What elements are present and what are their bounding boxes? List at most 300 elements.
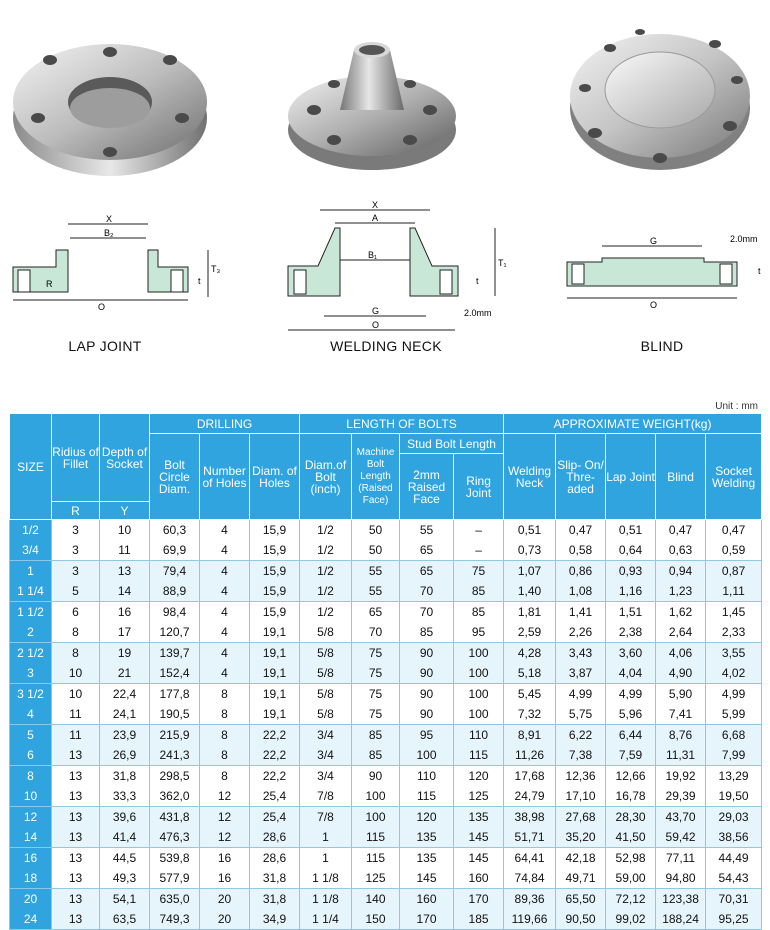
cell-w-lap-joint: 41,50	[606, 827, 656, 848]
cell-w-welding-neck: 24,79	[504, 786, 556, 807]
cell-r: 13	[52, 827, 100, 848]
cell-diam-holes: 19,1	[250, 663, 300, 684]
cell-w-blind: 59,42	[656, 827, 706, 848]
cell-r: 3	[52, 520, 100, 541]
blind-gap-label: 2.0mm	[730, 234, 758, 244]
cell-machine-bolt: 85	[352, 745, 400, 766]
cell-machine-bolt: 55	[352, 561, 400, 582]
cell-w-slip-on: 27,68	[556, 807, 606, 828]
cell-w-blind: 4,90	[656, 663, 706, 684]
cell-w-slip-on: 4,99	[556, 684, 606, 705]
cell-ring-joint: 95	[454, 622, 504, 643]
blind-g-label: G	[650, 236, 658, 246]
lap-t-label: t	[198, 276, 201, 286]
cell-bolt-circle: 60,3	[150, 520, 200, 541]
cell-raised-face: 115	[400, 786, 454, 807]
cell-w-slip-on: 1,41	[556, 602, 606, 623]
cell-w-slip-on: 90,50	[556, 909, 606, 930]
cell-w-blind: 8,76	[656, 725, 706, 746]
cell-raised-face: 65	[400, 540, 454, 561]
cell-w-welding-neck: 89,36	[504, 889, 556, 910]
blind-diagram	[562, 232, 767, 312]
cell-ring-joint: 120	[454, 766, 504, 787]
cell-w-socket-welding: 3,55	[706, 643, 762, 664]
cell-machine-bolt: 125	[352, 868, 400, 889]
cell-w-blind: 0,47	[656, 520, 706, 541]
table-body	[10, 520, 762, 930]
cell-w-socket-welding: 38,56	[706, 827, 762, 848]
cell-diam-holes: 19,1	[250, 622, 300, 643]
cell-r: 13	[52, 889, 100, 910]
cell-y: 63,5	[100, 909, 150, 930]
cell-num-holes: 4	[200, 581, 250, 602]
header-diam-holes: Diam. of Holes	[250, 434, 300, 520]
cell-diam-holes: 34,9	[250, 909, 300, 930]
header-machine-bolt: Machine Bolt Length (Raised Face)	[352, 434, 400, 520]
cell-raised-face: 120	[400, 807, 454, 828]
cell-diam-bolt: 7/8	[300, 807, 352, 828]
header-y: Y	[100, 502, 150, 520]
cell-r: 10	[52, 663, 100, 684]
cell-w-socket-welding: 5,99	[706, 704, 762, 725]
cell-size: 18	[10, 868, 52, 889]
cell-raised-face: 90	[400, 684, 454, 705]
cell-num-holes: 4	[200, 540, 250, 561]
cell-ring-joint: 115	[454, 745, 504, 766]
table-row	[10, 622, 762, 643]
cell-size: 4	[10, 704, 52, 725]
header-size: SIZE	[10, 414, 52, 520]
cell-ring-joint: 100	[454, 663, 504, 684]
cell-w-welding-neck: 7,32	[504, 704, 556, 725]
cell-w-blind: 188,24	[656, 909, 706, 930]
cell-bolt-circle: 431,8	[150, 807, 200, 828]
lap-t3-label: T₃	[211, 264, 221, 274]
cell-diam-bolt: 5/8	[300, 663, 352, 684]
cell-ring-joint: 145	[454, 848, 504, 869]
cell-machine-bolt: 150	[352, 909, 400, 930]
cell-num-holes: 12	[200, 786, 250, 807]
cell-diam-bolt: 1/2	[300, 540, 352, 561]
table-row	[10, 602, 762, 623]
cell-bolt-circle: 79,4	[150, 561, 200, 582]
cell-w-welding-neck: 5,45	[504, 684, 556, 705]
cell-w-lap-joint: 0,93	[606, 561, 656, 582]
cell-w-blind: 11,31	[656, 745, 706, 766]
header-r: R	[52, 502, 100, 520]
cell-size: 6	[10, 745, 52, 766]
table-row	[10, 786, 762, 807]
cell-diam-bolt: 5/8	[300, 643, 352, 664]
cell-num-holes: 8	[200, 725, 250, 746]
cell-diam-bolt: 7/8	[300, 786, 352, 807]
cell-w-lap-joint: 28,30	[606, 807, 656, 828]
cell-num-holes: 4	[200, 643, 250, 664]
cell-diam-bolt: 1 1/8	[300, 868, 352, 889]
cell-size: 2 1/2	[10, 643, 52, 664]
cell-machine-bolt: 50	[352, 520, 400, 541]
cell-r: 13	[52, 745, 100, 766]
cell-r: 13	[52, 848, 100, 869]
cell-diam-holes: 19,1	[250, 684, 300, 705]
cell-w-slip-on: 35,20	[556, 827, 606, 848]
flange-table	[9, 413, 761, 930]
cell-w-socket-welding: 1,45	[706, 602, 762, 623]
table-row	[10, 827, 762, 848]
table-row	[10, 561, 762, 582]
cell-raised-face: 95	[400, 725, 454, 746]
cell-raised-face: 65	[400, 561, 454, 582]
cell-num-holes: 16	[200, 848, 250, 869]
cell-ring-joint: 160	[454, 868, 504, 889]
cell-bolt-circle: 749,3	[150, 909, 200, 930]
cell-ring-joint: 85	[454, 581, 504, 602]
cell-size: 8	[10, 766, 52, 787]
cell-raised-face: 160	[400, 889, 454, 910]
wn-x-label: X	[372, 200, 379, 210]
cell-ring-joint: –	[454, 540, 504, 561]
cell-w-lap-joint: 6,44	[606, 725, 656, 746]
cell-w-blind: 123,38	[656, 889, 706, 910]
cell-raised-face: 145	[400, 868, 454, 889]
header-blind: Blind	[656, 434, 706, 520]
wn-t-label: t	[476, 276, 479, 286]
header-radius-fillet: Ridius of Fillet	[52, 414, 100, 502]
cell-machine-bolt: 75	[352, 684, 400, 705]
cell-w-welding-neck: 51,71	[504, 827, 556, 848]
wn-a-label: A	[372, 213, 379, 223]
cell-num-holes: 8	[200, 745, 250, 766]
cell-y: 13	[100, 561, 150, 582]
cell-size: 1/2	[10, 520, 52, 541]
cell-ring-joint: 85	[454, 602, 504, 623]
cell-raised-face: 170	[400, 909, 454, 930]
cell-machine-bolt: 140	[352, 889, 400, 910]
cell-size: 12	[10, 807, 52, 828]
cell-r: 8	[52, 643, 100, 664]
header-stud-bolt: Stud Bolt Length	[400, 434, 504, 454]
cell-r: 3	[52, 561, 100, 582]
cell-num-holes: 16	[200, 868, 250, 889]
cell-ring-joint: 100	[454, 684, 504, 705]
table-row	[10, 663, 762, 684]
lap-b2-label: B₂	[104, 228, 114, 238]
cell-r: 3	[52, 540, 100, 561]
cell-w-blind: 4,06	[656, 643, 706, 664]
cell-raised-face: 70	[400, 581, 454, 602]
cell-machine-bolt: 50	[352, 540, 400, 561]
cell-w-socket-welding: 0,47	[706, 520, 762, 541]
cell-machine-bolt: 115	[352, 848, 400, 869]
cell-num-holes: 4	[200, 622, 250, 643]
cell-w-slip-on: 3,43	[556, 643, 606, 664]
table-row	[10, 684, 762, 705]
cell-num-holes: 20	[200, 909, 250, 930]
cell-w-welding-neck: 0,51	[504, 520, 556, 541]
cell-size: 2	[10, 622, 52, 643]
cell-bolt-circle: 120,7	[150, 622, 200, 643]
cell-bolt-circle: 177,8	[150, 684, 200, 705]
cell-bolt-circle: 476,3	[150, 827, 200, 848]
cell-y: 24,1	[100, 704, 150, 725]
cell-diam-bolt: 3/4	[300, 766, 352, 787]
header-drilling: DRILLING	[150, 414, 300, 434]
cell-w-slip-on: 5,75	[556, 704, 606, 725]
cell-bolt-circle: 69,9	[150, 540, 200, 561]
lap-x-label: X	[106, 214, 113, 224]
cell-w-welding-neck: 17,68	[504, 766, 556, 787]
cell-raised-face: 90	[400, 704, 454, 725]
cell-num-holes: 8	[200, 684, 250, 705]
cell-w-socket-welding: 6,68	[706, 725, 762, 746]
cell-machine-bolt: 75	[352, 704, 400, 725]
cell-y: 26,9	[100, 745, 150, 766]
cell-w-slip-on: 3,87	[556, 663, 606, 684]
cell-diam-holes: 15,9	[250, 602, 300, 623]
cell-w-lap-joint: 59,00	[606, 868, 656, 889]
cell-ring-joint: –	[454, 520, 504, 541]
cell-diam-bolt: 5/8	[300, 684, 352, 705]
cell-bolt-circle: 241,3	[150, 745, 200, 766]
header-approx-weight: APPROXIMATE WEIGHT(kg)	[504, 414, 762, 434]
cell-y: 54,1	[100, 889, 150, 910]
cell-w-welding-neck: 8,91	[504, 725, 556, 746]
cell-w-lap-joint: 72,12	[606, 889, 656, 910]
cell-w-lap-joint: 3,60	[606, 643, 656, 664]
cell-w-slip-on: 7,38	[556, 745, 606, 766]
lap-joint-flange-image	[10, 18, 210, 183]
cell-w-socket-welding: 0,87	[706, 561, 762, 582]
cell-w-slip-on: 17,10	[556, 786, 606, 807]
cell-w-lap-joint: 12,66	[606, 766, 656, 787]
cell-r: 5	[52, 581, 100, 602]
cell-diam-bolt: 1 1/4	[300, 909, 352, 930]
cell-raised-face: 100	[400, 745, 454, 766]
cell-w-socket-welding: 54,43	[706, 868, 762, 889]
cell-raised-face: 70	[400, 602, 454, 623]
blind-o-label: O	[650, 300, 658, 310]
cell-ring-joint: 110	[454, 725, 504, 746]
unit-label: Unit : mm	[715, 401, 758, 412]
cell-machine-bolt: 65	[352, 602, 400, 623]
welding-neck-flange-image	[282, 12, 462, 177]
cell-num-holes: 12	[200, 827, 250, 848]
cell-w-welding-neck: 1,40	[504, 581, 556, 602]
cell-w-lap-joint: 0,51	[606, 520, 656, 541]
cell-diam-holes: 15,9	[250, 540, 300, 561]
cell-w-socket-welding: 7,99	[706, 745, 762, 766]
cell-size: 3	[10, 663, 52, 684]
cell-w-welding-neck: 1,07	[504, 561, 556, 582]
cell-w-blind: 1,23	[656, 581, 706, 602]
cell-ring-joint: 135	[454, 807, 504, 828]
table-row	[10, 848, 762, 869]
lap-o-label: O	[98, 302, 106, 312]
cell-y: 11	[100, 540, 150, 561]
cell-w-slip-on: 49,71	[556, 868, 606, 889]
cell-w-socket-welding: 1,11	[706, 581, 762, 602]
cell-machine-bolt: 55	[352, 581, 400, 602]
cell-diam-bolt: 3/4	[300, 725, 352, 746]
cell-w-welding-neck: 64,41	[504, 848, 556, 869]
cell-num-holes: 20	[200, 889, 250, 910]
header-depth-socket: Depth of Socket	[100, 414, 150, 502]
cell-ring-joint: 100	[454, 704, 504, 725]
cell-r: 11	[52, 704, 100, 725]
cell-y: 17	[100, 622, 150, 643]
cell-machine-bolt: 100	[352, 807, 400, 828]
lap-joint-diagram	[8, 212, 223, 317]
header-welding-neck: Welding Neck	[504, 434, 556, 520]
cell-w-lap-joint: 2,38	[606, 622, 656, 643]
cell-w-welding-neck: 38,98	[504, 807, 556, 828]
table-row	[10, 520, 762, 541]
header-length-bolts: LENGTH OF BOLTS	[300, 414, 504, 434]
caption-welding-neck: WELDING NECK	[330, 338, 442, 354]
header-number-holes: Number of Holes	[200, 434, 250, 520]
table-row	[10, 581, 762, 602]
table-row	[10, 540, 762, 561]
table-row	[10, 725, 762, 746]
cell-w-blind: 0,94	[656, 561, 706, 582]
cell-w-socket-welding: 4,99	[706, 684, 762, 705]
cell-y: 10	[100, 520, 150, 541]
blind-t-label: t	[758, 266, 761, 276]
cell-w-blind: 29,39	[656, 786, 706, 807]
cell-size: 10	[10, 786, 52, 807]
cell-bolt-circle: 298,5	[150, 766, 200, 787]
cell-size: 14	[10, 827, 52, 848]
cell-raised-face: 135	[400, 827, 454, 848]
table-row	[10, 868, 762, 889]
cell-w-lap-joint: 1,51	[606, 602, 656, 623]
cell-w-blind: 2,64	[656, 622, 706, 643]
cell-size: 24	[10, 909, 52, 930]
header-ring-joint: Ring Joint	[454, 454, 504, 520]
cell-num-holes: 4	[200, 602, 250, 623]
cell-r: 13	[52, 909, 100, 930]
cell-y: 44,5	[100, 848, 150, 869]
cell-w-lap-joint: 16,78	[606, 786, 656, 807]
cell-w-welding-neck: 1,81	[504, 602, 556, 623]
cell-machine-bolt: 70	[352, 622, 400, 643]
cell-w-socket-welding: 44,49	[706, 848, 762, 869]
cell-size: 20	[10, 889, 52, 910]
table-row	[10, 766, 762, 787]
cell-ring-joint: 75	[454, 561, 504, 582]
cell-w-lap-joint: 7,59	[606, 745, 656, 766]
cell-machine-bolt: 90	[352, 766, 400, 787]
cell-w-blind: 77,11	[656, 848, 706, 869]
table-row	[10, 807, 762, 828]
cell-r: 13	[52, 766, 100, 787]
cell-raised-face: 55	[400, 520, 454, 541]
cell-ring-joint: 100	[454, 643, 504, 664]
cell-diam-holes: 31,8	[250, 889, 300, 910]
table-row	[10, 745, 762, 766]
cell-diam-bolt: 1/2	[300, 561, 352, 582]
cell-w-socket-welding: 29,03	[706, 807, 762, 828]
cell-y: 14	[100, 581, 150, 602]
cell-w-socket-welding: 2,33	[706, 622, 762, 643]
cell-w-slip-on: 1,08	[556, 581, 606, 602]
cell-raised-face: 85	[400, 622, 454, 643]
cell-bolt-circle: 577,9	[150, 868, 200, 889]
cell-w-slip-on: 0,47	[556, 520, 606, 541]
cell-r: 6	[52, 602, 100, 623]
cell-num-holes: 4	[200, 663, 250, 684]
wn-g-label: G	[372, 306, 380, 316]
cell-w-lap-joint: 1,16	[606, 581, 656, 602]
header-slip-on: Slip- On/ Thre- aded	[556, 434, 606, 520]
cell-machine-bolt: 115	[352, 827, 400, 848]
cell-bolt-circle: 98,4	[150, 602, 200, 623]
cell-r: 13	[52, 868, 100, 889]
cell-ring-joint: 125	[454, 786, 504, 807]
cell-bolt-circle: 190,5	[150, 704, 200, 725]
cell-r: 8	[52, 622, 100, 643]
cell-w-welding-neck: 2,59	[504, 622, 556, 643]
cell-diam-bolt: 3/4	[300, 745, 352, 766]
table-row	[10, 643, 762, 664]
table-row	[10, 889, 762, 910]
cell-diam-holes: 22,2	[250, 766, 300, 787]
cell-raised-face: 110	[400, 766, 454, 787]
cell-w-socket-welding: 0,59	[706, 540, 762, 561]
cell-diam-bolt: 1	[300, 827, 352, 848]
cell-w-blind: 1,62	[656, 602, 706, 623]
blind-flange-image	[565, 18, 755, 178]
cell-w-slip-on: 2,26	[556, 622, 606, 643]
cell-size: 1 1/4	[10, 581, 52, 602]
cell-size: 1	[10, 561, 52, 582]
cell-w-socket-welding: 95,25	[706, 909, 762, 930]
cell-r: 13	[52, 786, 100, 807]
header-socket-welding: Socket Welding	[706, 434, 762, 520]
cell-w-slip-on: 6,22	[556, 725, 606, 746]
welding-neck-diagram	[280, 198, 510, 338]
cell-bolt-circle: 139,7	[150, 643, 200, 664]
cell-num-holes: 8	[200, 704, 250, 725]
cell-diam-holes: 19,1	[250, 643, 300, 664]
cell-ring-joint: 145	[454, 827, 504, 848]
cell-diam-bolt: 1/2	[300, 581, 352, 602]
cell-bolt-circle: 362,0	[150, 786, 200, 807]
cell-raised-face: 90	[400, 643, 454, 664]
cell-machine-bolt: 75	[352, 663, 400, 684]
header-lap-joint: Lap Joint	[606, 434, 656, 520]
cell-r: 11	[52, 725, 100, 746]
cell-machine-bolt: 100	[352, 786, 400, 807]
cell-w-blind: 19,92	[656, 766, 706, 787]
cell-diam-holes: 15,9	[250, 520, 300, 541]
cell-diam-holes: 25,4	[250, 786, 300, 807]
cell-w-blind: 43,70	[656, 807, 706, 828]
cell-size: 1 1/2	[10, 602, 52, 623]
cell-w-lap-joint: 0,64	[606, 540, 656, 561]
cell-size: 5	[10, 725, 52, 746]
cell-w-lap-joint: 4,99	[606, 684, 656, 705]
cell-y: 23,9	[100, 725, 150, 746]
header-bolt-circle: Bolt Circle Diam.	[150, 434, 200, 520]
cell-machine-bolt: 85	[352, 725, 400, 746]
cell-w-slip-on: 0,58	[556, 540, 606, 561]
cell-num-holes: 12	[200, 807, 250, 828]
cell-diam-holes: 28,6	[250, 848, 300, 869]
header-raised-face: 2mm Raised Face	[400, 454, 454, 520]
cell-diam-holes: 15,9	[250, 581, 300, 602]
cell-w-socket-welding: 19,50	[706, 786, 762, 807]
